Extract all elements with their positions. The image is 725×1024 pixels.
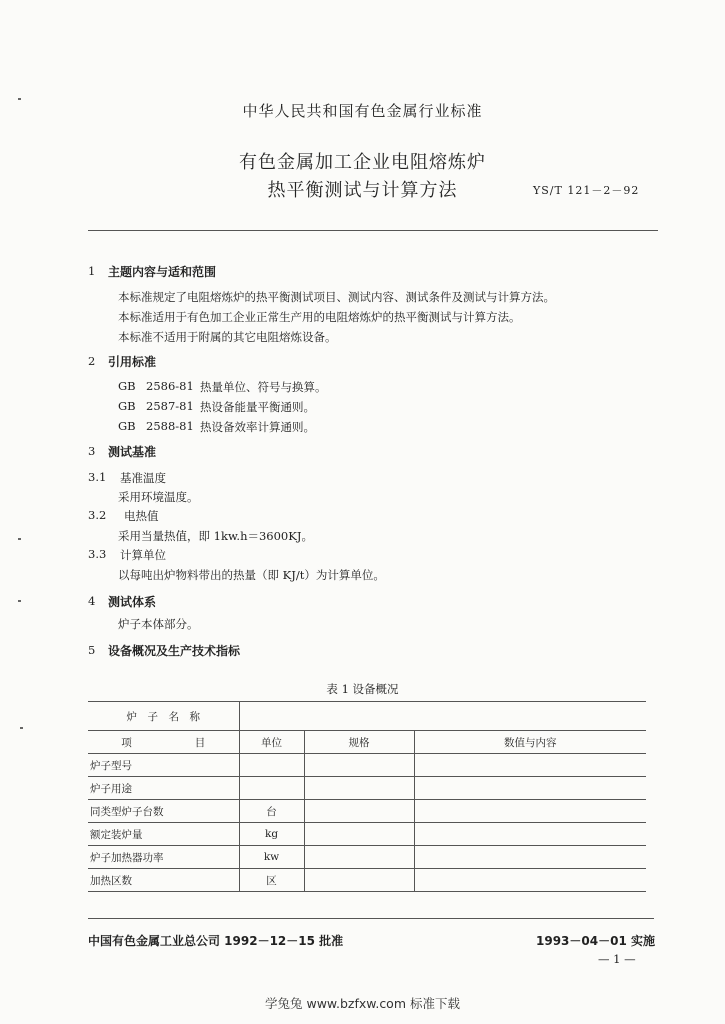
ref-3-name: 热设备效率计算通则。: [200, 420, 315, 434]
effective-date: 1993－04－01 实施: [536, 934, 655, 948]
ref-1-number: 2586-81: [146, 379, 194, 393]
column-header-spec: 规格: [304, 731, 414, 754]
row-item: 加热区数: [88, 869, 239, 892]
page-number: — 1 —: [598, 952, 636, 966]
ref-2-number: 2587-81: [146, 399, 194, 413]
column-header-unit: 单位: [239, 731, 304, 754]
section-3-number: 3: [88, 444, 96, 458]
row-unit: kw: [239, 846, 304, 869]
row-value: [414, 869, 646, 892]
row-value: [414, 800, 646, 823]
table-row: [88, 846, 646, 869]
furnace-name-row: [88, 702, 646, 731]
section-4-title: 测试体系: [108, 595, 157, 609]
section-1-para-3: 本标准不适用于附属的其它电阻熔炼设备。: [118, 330, 337, 344]
row-item: 炉子用途: [88, 777, 239, 800]
table-header-row: [88, 731, 646, 754]
subsection-3-3-number: 3.3: [88, 547, 107, 561]
section-2-number: 2: [88, 354, 96, 368]
scan-speck: [18, 98, 21, 100]
row-spec: [304, 777, 414, 800]
section-1-number: 1: [88, 264, 96, 278]
subsection-3-2-title: 电热值: [124, 509, 159, 523]
row-spec: [304, 823, 414, 846]
column-header-item: 项 目: [88, 731, 239, 754]
subsection-3-1-title: 基准温度: [120, 471, 166, 485]
scan-speck: [18, 538, 21, 540]
column-header-value: 数值与内容: [414, 731, 646, 754]
row-item: 额定装炉量: [88, 823, 239, 846]
subsection-3-3-text: 以每吨出炉物料带出的热量（即 KJ/t）为计算单位。: [118, 568, 385, 582]
scan-speck: [20, 727, 23, 729]
subsection-3-2-number: 3.2: [88, 508, 107, 522]
section-1-title: 主题内容与适和范围: [108, 265, 217, 279]
title-line-1: 有色金属加工企业电阻熔炼炉: [239, 152, 486, 173]
row-value: [414, 823, 646, 846]
ref-1-code: GB: [118, 379, 136, 393]
row-spec: [304, 754, 414, 777]
table-row: [88, 800, 646, 823]
section-3-title: 测试基准: [108, 445, 157, 459]
ref-2-name: 热设备能量平衡通则。: [200, 400, 315, 414]
subsection-3-2-text: 采用当量热值，即 1kw.h＝3600KJ。: [118, 529, 313, 543]
row-item: 炉子加热器功率: [88, 846, 239, 869]
subsection-3-3-title: 计算单位: [120, 548, 166, 562]
subsection-3-1-number: 3.1: [88, 470, 107, 484]
subsection-3-1-text: 采用环境温度。: [118, 490, 199, 504]
row-spec: [304, 846, 414, 869]
section-4-text: 炉子本体部分。: [118, 617, 199, 631]
section-1-para-2: 本标准适用于有色加工企业正常生产用的电阻熔炼炉的热平衡测试与计算方法。: [118, 310, 521, 324]
row-unit: [239, 777, 304, 800]
row-unit: [239, 754, 304, 777]
table-row: [88, 869, 646, 892]
section-5-number: 5: [88, 643, 96, 657]
table-row: [88, 823, 646, 846]
section-1-para-1: 本标准规定了电阻熔炼炉的热平衡测试项目、测试内容、测试条件及测试与计算方法。: [118, 290, 555, 304]
row-item: 炉子型号: [88, 754, 239, 777]
standard-code: YS/T 121－2－92: [533, 184, 640, 197]
row-unit: 区: [239, 869, 304, 892]
row-value: [414, 777, 646, 800]
header-rule: [88, 230, 658, 231]
row-unit: kg: [239, 823, 304, 846]
ref-2-code: GB: [118, 399, 136, 413]
table-row: [88, 754, 646, 777]
row-spec: [304, 869, 414, 892]
ref-1-name: 热量单位、符号与换算。: [200, 380, 327, 394]
scan-speck: [18, 600, 21, 602]
row-value: [414, 754, 646, 777]
row-item: 同类型炉子台数: [88, 800, 239, 823]
approval-line: 中国有色金属工业总公司 1992－12－15 批准: [88, 934, 344, 948]
table-row: [88, 777, 646, 800]
table-caption: 表 1 设备概况: [326, 682, 399, 696]
title-line-2: 热平衡测试与计算方法: [267, 180, 458, 201]
section-2-title: 引用标准: [108, 355, 157, 369]
section-4-number: 4: [88, 594, 96, 608]
equipment-overview-table: [88, 701, 646, 892]
section-5-title: 设备概况及生产技术指标: [108, 644, 241, 658]
ref-3-code: GB: [118, 419, 136, 433]
ref-3-number: 2588-81: [146, 419, 194, 433]
footer-rule: [88, 918, 654, 919]
furnace-name-value: [239, 702, 646, 731]
furnace-name-label: 炉 子 名 称: [88, 702, 239, 731]
row-value: [414, 846, 646, 869]
issuing-organization: 中华人民共和国有色金属行业标准: [242, 102, 483, 120]
row-spec: [304, 800, 414, 823]
watermark-text: 学兔兔 www.bzfxw.com 标准下载: [265, 996, 460, 1011]
row-unit: 台: [239, 800, 304, 823]
